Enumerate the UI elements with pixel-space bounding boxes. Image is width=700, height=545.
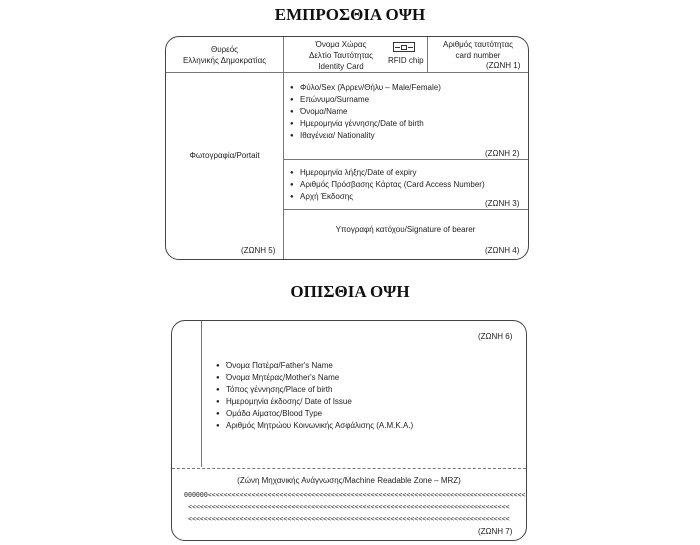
list-item: ● Ομάδα Αίματος/Blood Type xyxy=(216,408,413,420)
zone5-label: (ΖΩΝΗ 5) xyxy=(241,246,276,255)
identity-card-en: Identity Card xyxy=(318,62,364,71)
list-item: ● Τόπος γέννησης/Place of birth xyxy=(216,384,413,396)
rfid-chip-label: RFID chip xyxy=(388,56,424,65)
photo-label: Φωτογραφία/Portait xyxy=(189,151,260,160)
zone4-label: (ΖΩΝΗ 4) xyxy=(485,246,520,255)
zone2-list xyxy=(290,82,441,142)
list-item: ● Αρχή Έκδοσης xyxy=(290,191,485,203)
list-item: ● Επώνυμο/Surname xyxy=(290,94,441,106)
back-heading: ΟΠΙΣΘΙΑ ΟΨΗ xyxy=(290,282,410,301)
coat-of-arms-line-1: Θυρεός xyxy=(210,45,239,54)
front-heading: ΕΜΠΡΟΣΘΙΑ ΟΨΗ xyxy=(274,5,426,24)
list-item: ● Αριθμός Μητρώου Κοινωνικής Ασφάλισης (Α.Μ.Κ.Α.) xyxy=(216,420,413,432)
coat-of-arms-line-2: Ελληνικής Δημοκρατίας xyxy=(182,56,267,65)
card-number-gr: Αριθμός ταυτότητας xyxy=(443,40,513,49)
card-number-label xyxy=(428,39,528,61)
mrz-line-2: <<<<<<<<<<<<<<<<<<<<<<<<<<<<<<<<<<<<<<<<<<<<<<<<<<<<<<<<<<<<<<<<<<<<<<<<<<<<<<<<< xyxy=(188,503,510,511)
zone1-label: (ΖΩΝΗ 1) xyxy=(486,61,521,70)
back-left-divider xyxy=(201,321,202,467)
list-item: ● Ιθαγένεια/ Nationality xyxy=(290,130,441,142)
zone3-divider xyxy=(283,209,528,210)
list-item: ● Ημερομηνία έκδοσης/ Date of Issue xyxy=(216,396,413,408)
mrz-line-3: <<<<<<<<<<<<<<<<<<<<<<<<<<<<<<<<<<<<<<<<<<<<<<<<<<<<<<<<<<<<<<<<<<<<<<<<<<<<<<<<< xyxy=(188,515,510,523)
list-item: ● Όνομα Μητέρας/Mother's Name xyxy=(216,372,413,384)
list-item: ● Φύλο/Sex (Άρρεν/Θήλυ – Male/Female) xyxy=(290,82,441,94)
zone3-label: (ΖΩΝΗ 3) xyxy=(485,199,520,208)
front-top-row-divider xyxy=(166,72,528,73)
mrz-title: (Ζώνη Μηχανικής Ανάγνωσης/Machine Readable Zone – MRZ) xyxy=(237,476,461,485)
signature-label: Υπογραφή κατόχου/Signature of bearer xyxy=(335,225,476,234)
list-item: ● Όνομα Πατέρα/Father's Name xyxy=(216,360,413,372)
country-name: Όνομα Χώρας xyxy=(315,40,367,49)
country-label xyxy=(283,39,399,72)
mrz-divider xyxy=(172,468,526,469)
coat-of-arms-label xyxy=(166,44,283,66)
zone3-list xyxy=(290,167,485,203)
zone2-divider xyxy=(283,159,528,160)
zone6-label: (ΖΩΝΗ 6) xyxy=(478,332,513,341)
card-number-en: card number xyxy=(455,51,501,60)
back-card xyxy=(171,320,527,541)
list-item: ● Αριθμός Πρόσβασης Κάρτας (Card Access Number) xyxy=(290,179,485,191)
zone7-label: (ΖΩΝΗ 7) xyxy=(478,527,513,536)
list-item: ● Ημερομηνία λήξης/Date of expiry xyxy=(290,167,485,179)
mrz-line-1: 000000<<<<<<<<<<<<<<<<<<<<<<<<<<<<<<<<<<<<<<<<<<<<<<<<<<<<<<<<<<<<<<<<<<<<<<<<<<<<<<<< xyxy=(184,491,526,499)
rfid-chip-icon xyxy=(393,42,415,52)
identity-card-gr: Δελτίο Ταυτότητας xyxy=(308,51,373,60)
back-list xyxy=(216,360,413,432)
list-item: ● Ημερομηνία γέννησης/Date of birth xyxy=(290,118,441,130)
zone2-label: (ΖΩΝΗ 2) xyxy=(485,149,520,158)
list-item: ● Όνομα/Name xyxy=(290,106,441,118)
front-card xyxy=(165,36,529,260)
